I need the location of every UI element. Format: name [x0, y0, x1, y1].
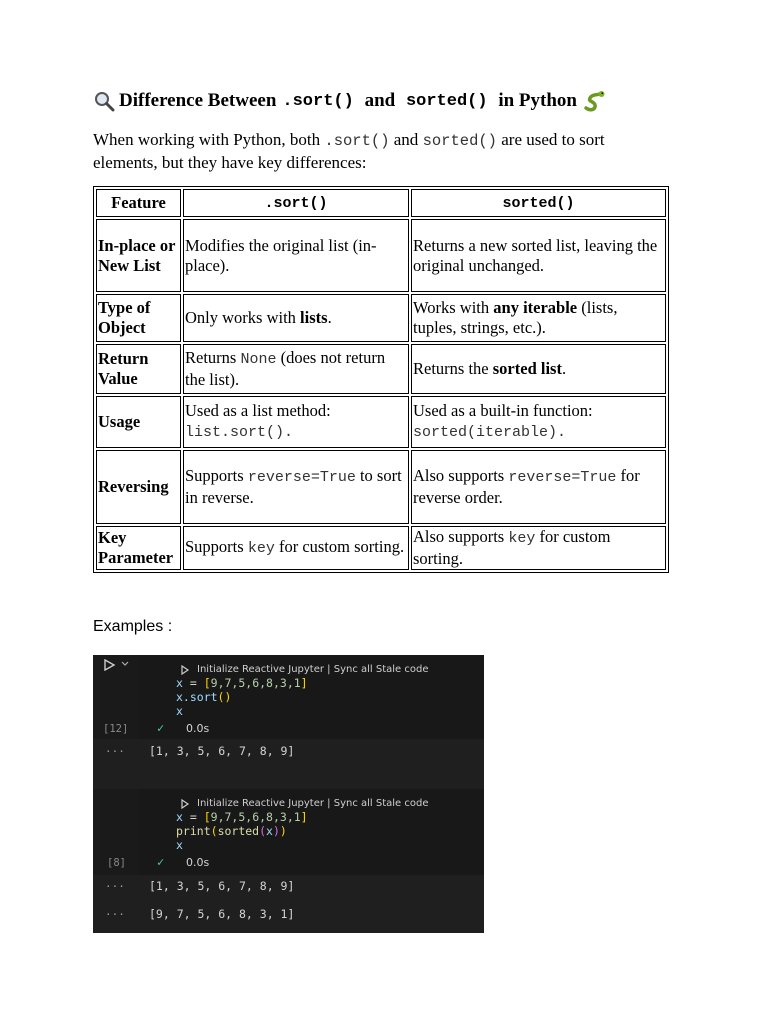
code-token: )	[279, 824, 287, 838]
cell-text: Works with	[413, 298, 494, 317]
intro-code-sort: .sort()	[324, 132, 390, 150]
code-line	[176, 824, 287, 838]
code-line: x	[176, 838, 183, 852]
comparison-table	[93, 186, 669, 573]
play-icon[interactable]	[180, 799, 190, 809]
magnifying-glass-icon	[93, 90, 115, 112]
header-sort-label: .sort()	[264, 195, 328, 212]
sort-cell: Modifies the original list (in-place).	[183, 219, 409, 292]
cell-text: Also supports	[413, 466, 509, 485]
cell-text: Used as a built-in function:	[413, 401, 593, 420]
code-token: =	[182, 810, 204, 824]
code-token: (	[259, 824, 267, 838]
output-ellipsis-icon[interactable]: ···	[105, 745, 125, 758]
sorted-cell	[411, 294, 666, 342]
execution-count: [12]	[103, 723, 129, 735]
execution-time: 0.0s	[186, 722, 210, 735]
code-token: x.sort	[176, 690, 218, 704]
feature-cell: Key Parameter	[96, 526, 181, 570]
check-icon: ✓	[157, 721, 165, 735]
sorted-cell	[411, 450, 666, 524]
feature-cell: Reversing	[96, 450, 181, 524]
code-token: ]	[300, 810, 308, 824]
play-icon[interactable]	[180, 665, 190, 675]
sort-cell	[183, 450, 409, 524]
header-sorted-label: sorted()	[502, 195, 575, 212]
execution-time: 0.0s	[186, 856, 210, 869]
page-title	[93, 86, 693, 116]
code-token: ()	[217, 690, 232, 704]
cell-text: Supports	[185, 537, 248, 556]
code-token: [	[203, 676, 211, 690]
heading-prefix: Difference Between	[119, 90, 277, 111]
sort-cell	[183, 344, 409, 394]
cell-text: to sort in reverse.	[185, 466, 402, 507]
execution-count: [8]	[107, 857, 126, 869]
feature-cell: Usage	[96, 396, 181, 448]
examples-label: Examples :	[93, 618, 173, 635]
cell-text: Also supports	[413, 527, 509, 546]
chevron-down-icon[interactable]	[121, 661, 129, 667]
header-sorted	[411, 189, 666, 217]
code-token: =	[182, 676, 204, 690]
sort-cell	[183, 294, 409, 342]
cell-text: (lists, tuples, strings, etc.).	[413, 298, 618, 337]
cell-text: Returns the	[413, 359, 493, 378]
cell-toolbar-text[interactable]: Initialize Reactive Jupyter | Sync all Stale code	[197, 664, 429, 675]
cell-bold: lists	[300, 308, 328, 327]
code-token: 9,7,5,6,8,3,1	[210, 676, 301, 690]
cell-text: .	[327, 308, 332, 327]
cell-code: None	[240, 351, 277, 368]
cell-text: Returns	[185, 348, 241, 367]
intro-paragraph	[93, 129, 673, 173]
table-header-row	[96, 189, 666, 217]
code-token: print	[176, 824, 211, 838]
cell-code: reverse=True	[247, 469, 356, 486]
output-ellipsis-icon[interactable]: ···	[105, 880, 125, 893]
heading-middle: and	[359, 90, 400, 111]
code-token: 9,7,5,6,8,3,1	[210, 810, 301, 824]
table-row	[96, 526, 666, 570]
code-line	[176, 690, 231, 704]
cell-text: Supports	[185, 466, 248, 485]
sort-cell	[183, 526, 409, 570]
snake-icon	[583, 90, 607, 112]
output-ellipsis-icon[interactable]: ···	[105, 908, 125, 921]
cell-text: (does not return the list).	[185, 348, 386, 389]
table-row	[96, 344, 666, 394]
intro-code-sorted: sorted()	[422, 132, 497, 150]
cell-text: for custom sorting.	[413, 527, 611, 568]
code-line	[176, 676, 308, 690]
sort-cell	[183, 396, 409, 448]
heading-code-sort: .sort()	[282, 91, 354, 111]
code-token: )	[272, 824, 280, 838]
table-row	[96, 450, 666, 524]
code-token: (	[210, 824, 218, 838]
code-token: x	[176, 676, 183, 690]
header-feature: Feature	[96, 189, 181, 217]
notebook-screenshot	[93, 655, 484, 933]
cell-text: .	[561, 359, 567, 378]
table-row	[96, 396, 666, 448]
sorted-cell	[411, 396, 666, 448]
code-token: sorted	[217, 824, 260, 838]
cell-text: Used as a list method:	[185, 401, 331, 420]
heading-code-sorted: sorted()	[405, 91, 488, 111]
header-sort	[183, 189, 409, 217]
feature-cell: In-place or New List	[96, 219, 181, 292]
cell-text: Only works with	[185, 308, 301, 327]
check-icon: ✓	[157, 855, 165, 869]
cell-text: for custom sorting.	[274, 537, 405, 556]
intro-text: and	[389, 130, 423, 149]
code-token: x	[176, 810, 183, 824]
cell-output: [9, 7, 5, 6, 8, 3, 1]	[149, 907, 295, 921]
code-token: x	[266, 824, 273, 838]
cell-bold: any iterable	[493, 298, 578, 317]
cell-code: key	[508, 530, 536, 547]
code-token: [	[203, 810, 211, 824]
cell-code: sorted(iterable).	[413, 424, 567, 441]
cell-text: for reverse order.	[413, 466, 640, 507]
code-line: x	[176, 704, 183, 718]
intro-text: When working with Python, both	[93, 130, 325, 149]
code-token: ]	[300, 676, 308, 690]
cell-toolbar-text[interactable]: Initialize Reactive Jupyter | Sync all Stale code	[197, 798, 429, 809]
sorted-cell: Returns a new sorted list, leaving the original unchanged.	[411, 219, 666, 292]
table-row	[96, 294, 666, 342]
sorted-cell	[411, 344, 666, 394]
heading-suffix: in Python	[493, 90, 577, 111]
cell-bold: sorted list	[492, 359, 562, 378]
cell-code: key	[247, 540, 275, 557]
run-cell-icon[interactable]	[103, 659, 117, 671]
feature-cell: Return Value	[96, 344, 181, 394]
cell-code: list.sort().	[185, 424, 294, 441]
code-line	[176, 810, 308, 824]
cell-output: [1, 3, 5, 6, 7, 8, 9]	[149, 879, 295, 893]
feature-cell: Type of Object	[96, 294, 181, 342]
sorted-cell	[411, 526, 666, 570]
cell-output: [1, 3, 5, 6, 7, 8, 9]	[149, 744, 295, 758]
intro-text: are used to sort elements, but they have key differences:	[93, 130, 605, 172]
table-row	[96, 219, 666, 292]
cell-code: reverse=True	[508, 469, 617, 486]
